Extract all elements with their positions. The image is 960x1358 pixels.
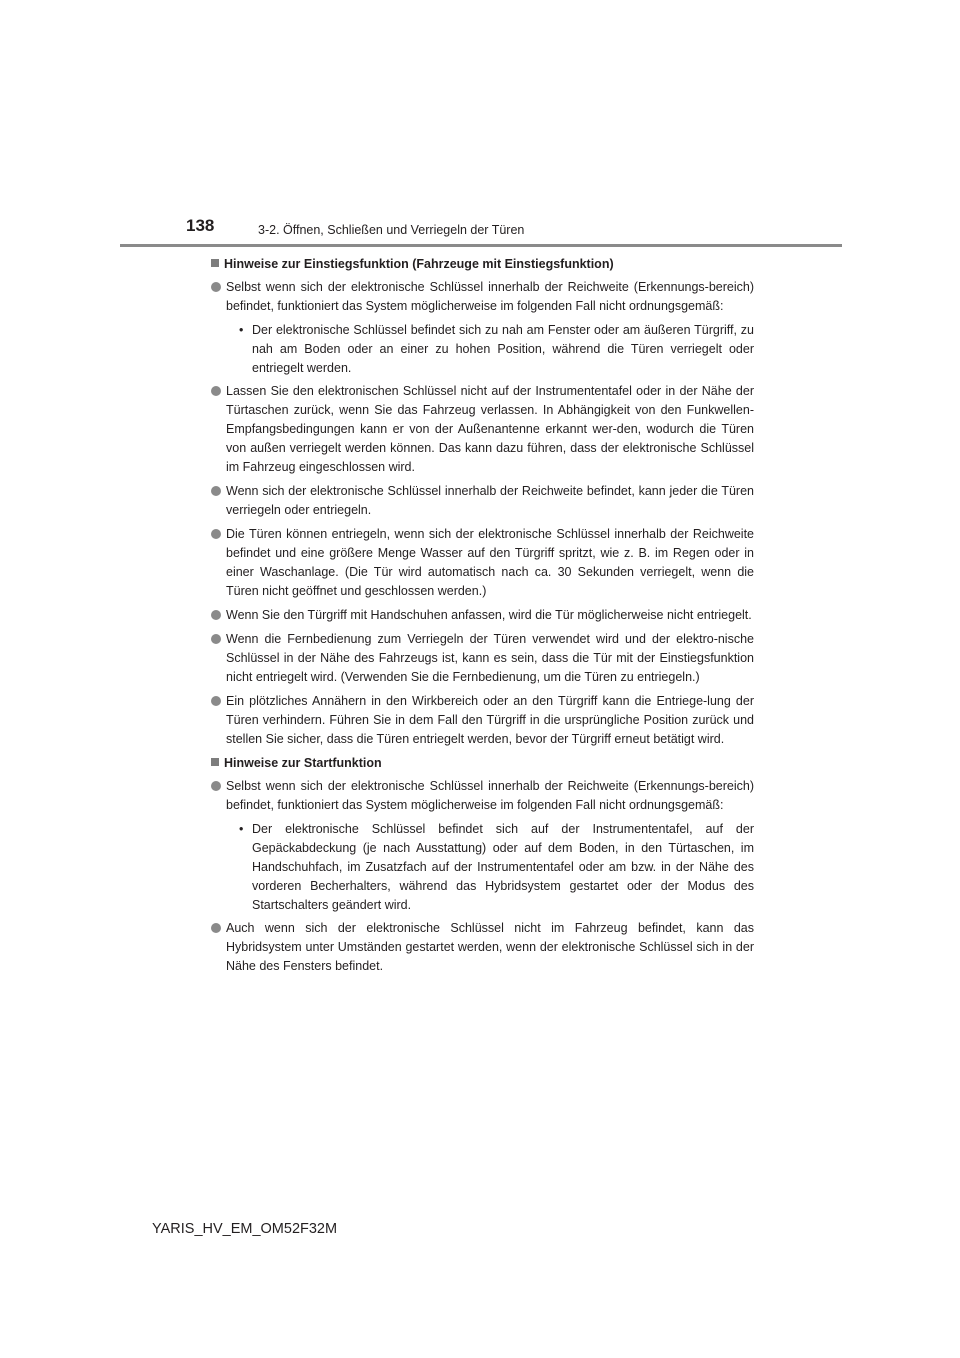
sub-list-item-text: Der elektronische Schlüssel befindet sich auf der Instrumententafel, auf der Gepäckabdeckung (je nach Ausstattung) oder auf dem Boden, in den Türtaschen, im Handschuhfach, im Zusatzfach auf der Instrumententafel oder am bzw. in der Nähe des vorderen Becherhalters, während das Hybridsystem gestartet oder der Modus des Startschalters geändert wird.	[252, 822, 754, 912]
list-item	[211, 525, 754, 601]
page-content	[211, 255, 754, 981]
section-heading-text: Hinweise zur Einstiegsfunktion (Fahrzeuge mit Einstiegsfunktion)	[224, 257, 614, 271]
sub-bullet-marker: •	[239, 323, 244, 337]
section-heading	[211, 255, 754, 274]
sub-bullet-marker: •	[239, 822, 244, 836]
circle-bullet-icon	[211, 696, 221, 706]
list-item	[211, 777, 754, 815]
list-item-text: Auch wenn sich der elektronische Schlüssel nicht im Fahrzeug befindet, kann das Hybridsystem unter Umständen gestartet werden, wenn der elektronische Schlüssel sich in der Nähe des Fensters befindet.	[226, 921, 754, 973]
list-item	[211, 482, 754, 520]
circle-bullet-icon	[211, 781, 221, 791]
list-item-text: Ein plötzliches Annähern in den Wirkbereich oder an den Türgriff kann die Entriege-lung der Türen verhindern. Führen Sie in dem Fall den Türgriff in die ursprüngliche Position zurück und stellen Sie sicher, dass die Türen entriegelt werden, bevor der Türgriff erneut betätigt wird.	[226, 694, 754, 746]
circle-bullet-icon	[211, 386, 221, 396]
circle-bullet-icon	[211, 486, 221, 496]
sub-list-item	[226, 321, 754, 378]
circle-bullet-icon	[211, 610, 221, 620]
list-item	[211, 278, 754, 316]
list-item	[211, 630, 754, 687]
section-heading	[211, 754, 754, 773]
list-item-text: Die Türen können entriegeln, wenn sich der elektronische Schlüssel innerhalb der Reichweite befindet und eine größere Menge Wasser auf den Türgriff spritzt, wie z. B. im Regen oder in einer Waschanlage. (Die Tür wird automatisch nach ca. 30 Sekunden verriegelt, wenn die Türen nicht geöffnet und geschlossen werden.)	[226, 527, 754, 598]
circle-bullet-icon	[211, 529, 221, 539]
section-start-function	[211, 754, 754, 976]
sub-list-item-text: Der elektronische Schlüssel befindet sich zu nah am Fenster oder am äußeren Türgriff, zu nah am Boden oder an einer zu hohen Position, während die Türen verriegelt oder entriegelt werden.	[252, 323, 754, 375]
circle-bullet-icon	[211, 634, 221, 644]
list-item-text: Lassen Sie den elektronischen Schlüssel nicht auf der Instrumententafel oder in der Nähe der Türtaschen zurück, wenn Sie das Fahrzeug verlassen. In Abhängigkeit von den Funkwellen-Empfangsbedingungen kann er von der Außenantenne erkannt wer-den, wodurch die Türen von außen verriegelt werden können. Das kann dazu führen, dass der elektronische Schlüssel im Fahrzeug eingeschlossen wird.	[226, 384, 754, 474]
circle-bullet-icon	[211, 923, 221, 933]
list-item-text: Wenn sich der elektronische Schlüssel innerhalb der Reichweite befindet, kann jeder die Türen verriegeln oder entriegeln.	[226, 484, 754, 517]
section-heading-text: Hinweise zur Startfunktion	[224, 756, 382, 770]
list-item-text: Wenn Sie den Türgriff mit Handschuhen anfassen, wird die Tür möglicherweise nicht entriegelt.	[226, 608, 752, 622]
circle-bullet-icon	[211, 282, 221, 292]
page-number: 138	[186, 216, 215, 235]
list-item	[211, 606, 754, 625]
list-item-text: Selbst wenn sich der elektronische Schlüssel innerhalb der Reichweite (Erkennungs-bereich) befindet, funktioniert das System möglicherweise im folgenden Fall nicht ordnungsgemäß:	[226, 280, 754, 313]
list-item	[211, 382, 754, 477]
list-item	[211, 919, 754, 976]
section-entry-function	[211, 255, 754, 749]
sub-list-item	[226, 820, 754, 915]
footer-model-code: YARIS_HV_EM_OM52F32M	[152, 1221, 338, 1237]
list-item	[211, 692, 754, 749]
square-bullet-icon	[211, 758, 219, 766]
square-bullet-icon	[211, 259, 219, 267]
header-divider	[120, 244, 842, 247]
chapter-title: 3-2. Öffnen, Schließen und Verriegeln der Türen	[258, 223, 525, 237]
list-item-text: Selbst wenn sich der elektronische Schlüssel innerhalb der Reichweite (Erkennungs-bereich) befindet, funktioniert das System möglicherweise im folgenden Fall nicht ordnungsgemäß:	[226, 779, 754, 812]
list-item-text: Wenn die Fernbedienung zum Verriegeln der Türen verwendet wird und der elektro-nische Schlüssel in der Nähe des Fahrzeugs ist, kann es sein, dass die Tür mit der Einstiegsfunktion nicht entriegelt wird. (Verwenden Sie die Fernbedienung, um die Türen zu entriegeln.)	[226, 632, 754, 684]
